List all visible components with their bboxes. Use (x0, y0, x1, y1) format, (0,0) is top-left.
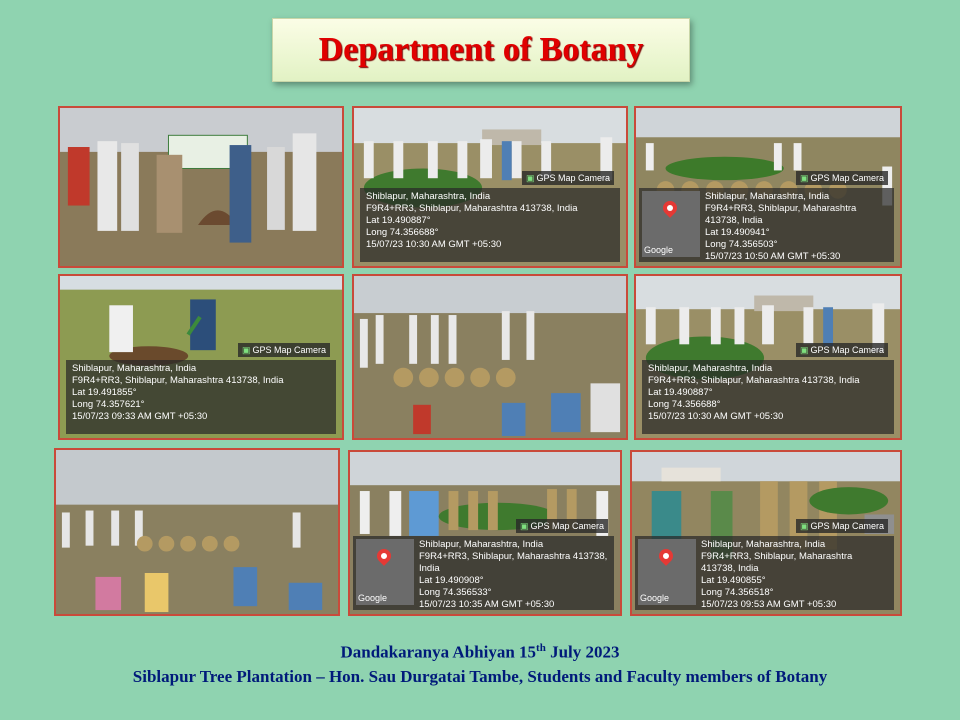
photo-8 (348, 450, 622, 616)
gps-stamp (66, 345, 336, 434)
gps-long: Long 74.357621° (72, 399, 145, 410)
gps-line2: F9R4+RR3, Shiblapur, Maharashtra 413738, India (705, 203, 857, 226)
map-pin-icon (656, 546, 676, 566)
gps-time: 15/07/23 10:50 AM GMT +05:30 (705, 251, 841, 262)
gps-stamp (635, 521, 894, 610)
gps-line2: F9R4+RR3, Shiblapur, Maharashtra 413738, India (72, 375, 284, 386)
gps-line1: Shiblapur, Maharashtra, India (648, 363, 773, 374)
gps-stamp (353, 521, 614, 610)
photo-7-image (56, 450, 338, 614)
photo-9 (630, 450, 902, 616)
gps-badge-label: GPS Map Camera (536, 173, 610, 183)
gps-badge-label: GPS Map Camera (530, 521, 604, 531)
gps-stamp (639, 173, 894, 262)
gps-line2: F9R4+RR3, Shiblapur, Maharashtra 413738, India (366, 203, 578, 214)
photo-5 (352, 274, 628, 440)
gps-badge-label: GPS Map Camera (810, 173, 884, 183)
photo-3 (634, 106, 902, 268)
caption-superscript: th (536, 642, 546, 654)
gps-line2: F9R4+RR3, Shiblapur, Maharashtra 413738, India (419, 551, 608, 574)
gps-line1: Shiblapur, Maharashtra, India (72, 363, 197, 374)
page-title: Department of Botany (318, 31, 644, 68)
gps-badge-label: GPS Map Camera (252, 345, 326, 355)
camera-icon: ▣ (519, 521, 529, 531)
gps-time: 15/07/23 09:33 AM GMT +05:30 (72, 411, 208, 422)
gps-badge (238, 343, 330, 357)
gps-time: 15/07/23 09:53 AM GMT +05:30 (701, 599, 837, 610)
gps-lat: Lat 19.490855° (701, 575, 766, 586)
caption-line-1-date: July 2023 (545, 642, 620, 662)
caption-line-1 (0, 642, 960, 663)
photo-2 (352, 106, 628, 268)
caption-line-2: Siblapur Tree Plantation – Hon. Sau Durgatai Tambe, Students and Faculty members of Botany (132, 667, 828, 686)
gps-lat: Lat 19.490887° (366, 215, 431, 226)
title-banner (272, 18, 690, 82)
gps-long: Long 74.356688° (648, 399, 721, 410)
gps-long: Long 74.356533° (419, 587, 492, 598)
gps-stamp (642, 345, 894, 434)
photo-7 (54, 448, 340, 616)
caption-line-1-text: Dandakaranya Abhiyan 15 (340, 642, 537, 662)
gps-badge-label: GPS Map Camera (810, 521, 884, 531)
camera-icon: ▣ (525, 173, 535, 183)
map-logo: Google (644, 245, 674, 255)
gps-lat: Lat 19.490887° (648, 387, 713, 398)
map-logo: Google (358, 593, 388, 603)
camera-icon: ▣ (241, 345, 251, 355)
gps-badge (796, 171, 888, 185)
gps-lat: Lat 19.490908° (419, 575, 484, 586)
camera-icon: ▣ (799, 345, 809, 355)
gps-time: 15/07/23 10:30 AM GMT +05:30 (648, 411, 784, 422)
gps-badge (796, 343, 888, 357)
gps-map-thumbnail (642, 191, 700, 257)
gps-badge (516, 519, 608, 533)
photo-1-image (60, 108, 342, 266)
camera-icon: ▣ (799, 173, 809, 183)
gps-line2: F9R4+RR3, Shiblapur, Maharashtra 413738, India (648, 375, 860, 386)
gps-line1: Shiblapur, Maharashtra, India (366, 191, 491, 202)
gps-lat: Lat 19.491855° (72, 387, 137, 398)
gps-line1: Shiblapur, Maharashtra, India (701, 539, 826, 550)
gps-line2: F9R4+RR3, Shiblapur, Maharashtra 413738, India (701, 551, 853, 574)
camera-icon: ▣ (799, 521, 809, 531)
gps-map-thumbnail (356, 539, 414, 605)
gps-long: Long 74.356518° (701, 587, 774, 598)
gps-badge (522, 171, 614, 185)
gps-badge-label: GPS Map Camera (810, 345, 884, 355)
photo-1 (58, 106, 344, 268)
gps-time: 15/07/23 10:30 AM GMT +05:30 (366, 239, 502, 250)
map-pin-icon (660, 198, 680, 218)
photo-6 (634, 274, 902, 440)
photo-4 (58, 274, 344, 440)
gps-long: Long 74.356688° (366, 227, 439, 238)
map-logo: Google (640, 593, 670, 603)
gps-lat: Lat 19.490941° (705, 227, 770, 238)
gps-badge (796, 519, 888, 533)
gps-stamp (360, 173, 620, 262)
gps-map-thumbnail (638, 539, 696, 605)
gps-line1: Shiblapur, Maharashtra, India (419, 539, 544, 550)
gps-line1: Shiblapur, Maharashtra, India (705, 191, 830, 202)
gps-time: 15/07/23 10:35 AM GMT +05:30 (419, 599, 555, 610)
gps-long: Long 74.356503° (705, 239, 778, 250)
map-pin-icon (374, 546, 394, 566)
photo-5-image (354, 276, 626, 438)
